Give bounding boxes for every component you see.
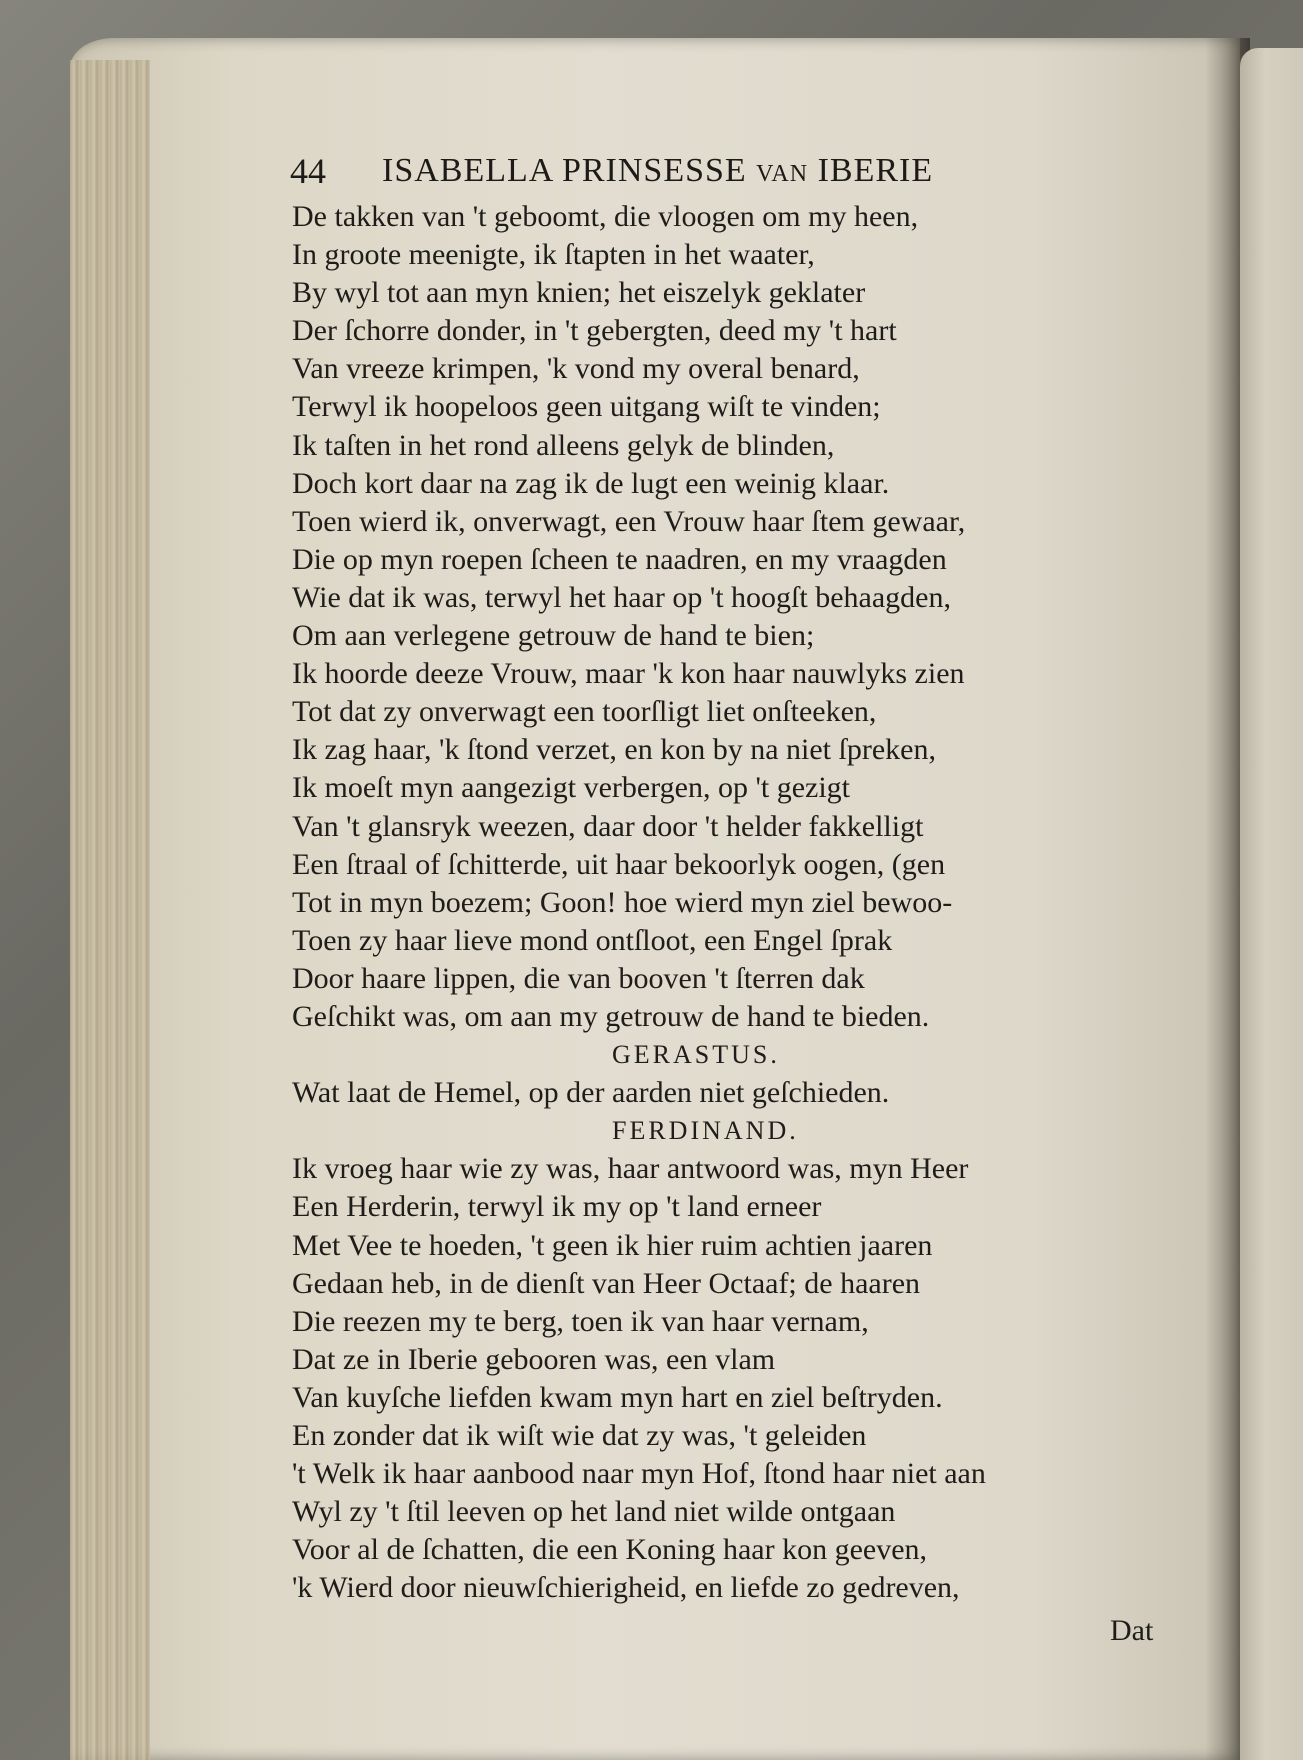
verse-line: 'k Wierd door nieuwſchierigheid, en liefde zo gedreven, — [292, 1571, 960, 1605]
verse-line: Voor al de ſchatten, die een Koning haar kon geeven, — [292, 1533, 928, 1567]
verse-line: Wat laat de Hemel, op der aarden niet geſchieden. — [292, 1076, 890, 1110]
verse-line: Van kuyſche liefden kwam myn hart en ziel beſtryden. — [292, 1380, 943, 1414]
verse-line: Een ſtraal of ſchitterde, uit haar bekoorlyk oogen, (gen — [292, 847, 946, 881]
right-book-page-edge — [1240, 48, 1303, 1760]
verse-line: Van vreeze krimpen, 'k vond my overal benard, — [292, 352, 860, 386]
page-header — [290, 148, 1070, 194]
verse-line: Terwyl ik hoopeloos geen uitgang wiſt te vinden; — [292, 390, 881, 424]
verse-line: Door haare lippen, die van booven 't ſterren dak — [292, 961, 865, 995]
verse-line: Ik zag haar, 'k ſtond verzet, en kon by na niet ſpreken, — [292, 733, 936, 767]
verse-line: Van 't glansryk weezen, daar door 't helder fakkelligt — [292, 809, 924, 843]
verse-line: Toen zy haar lieve mond ontſloot, een Engel ſprak — [292, 923, 893, 957]
verse-line: By wyl tot aan myn knien; het eiszelyk geklater — [292, 276, 866, 310]
verse-line: Ik taſten in het rond alleens gelyk de blinden, — [292, 428, 835, 462]
verse-line: Een Herderin, terwyl ik my op 't land erneer — [292, 1190, 822, 1224]
verse-line: Geſchikt was, om aan my getrouw de hand te bieden. — [292, 999, 930, 1033]
verse-line: Gedaan heb, in de dienſt van Heer Octaaf; de haaren — [292, 1266, 921, 1300]
verse-line: Dat ze in Iberie gebooren was, een vlam — [292, 1342, 776, 1376]
speaker-name: GERASTUS. — [612, 1040, 780, 1070]
verse-line: Met Vee te hoeden, 't geen ik hier ruim achtien jaaren — [292, 1228, 933, 1262]
verse-text-block — [292, 198, 1172, 1607]
verse-line: Ik vroeg haar wie zy was, haar antwoord was, myn Heer — [292, 1152, 969, 1186]
speaker-name: FERDINAND. — [612, 1116, 799, 1146]
verse-line: Om aan verlegene getrouw de hand te bien; — [292, 619, 815, 653]
page-number: 44 — [290, 151, 326, 191]
verse-line: De takken van 't geboomt, die vloogen om my heen, — [292, 200, 919, 233]
catchword: Dat — [1110, 1614, 1154, 1647]
verse-line: In groote meenigte, ik ſtapten in het waater, — [292, 238, 815, 272]
verse-line: Ik hoorde deeze Vrouw, maar 'k kon haar nauwlyks zien — [292, 657, 965, 691]
running-title: ISABELLA PRINSESSE van IBERIE — [382, 152, 934, 189]
verse-line: Toen wierd ik, onverwagt, een Vrouw haar ſtem gewaar, — [292, 504, 966, 538]
verse-line: 't Welk ik haar aanbood naar myn Hof, ſtond haar niet aan — [292, 1457, 986, 1491]
verse-line: Ik moeſt myn aangezigt verbergen, op 't gezigt — [292, 771, 851, 805]
verse-line: Die op myn roepen ſcheen te naadren, en my vraagden — [292, 542, 947, 576]
verse-line: Der ſchorre donder, in 't gebergten, deed my 't hart — [292, 314, 897, 348]
verse-line: Doch kort daar na zag ik de lugt een weinig klaar. — [292, 466, 890, 500]
verse-line: Tot dat zy onverwagt een toorſligt liet onſteeken, — [292, 695, 877, 729]
page-edge — [70, 60, 150, 1760]
verse-line: Tot in myn boezem; Goon! hoe wierd myn ziel bewoo- — [292, 885, 953, 919]
verse-line: Die reezen my te berg, toen ik van haar vernam, — [292, 1304, 869, 1338]
verse-line: En zonder dat ik wiſt wie dat zy was, 't geleiden — [292, 1419, 867, 1452]
verse-line: Wie dat ik was, terwyl het haar op 't hoogſt behaagden, — [292, 580, 951, 614]
verse-line: Wyl zy 't ſtil leeven op het land niet wilde ontgaan — [292, 1495, 896, 1529]
